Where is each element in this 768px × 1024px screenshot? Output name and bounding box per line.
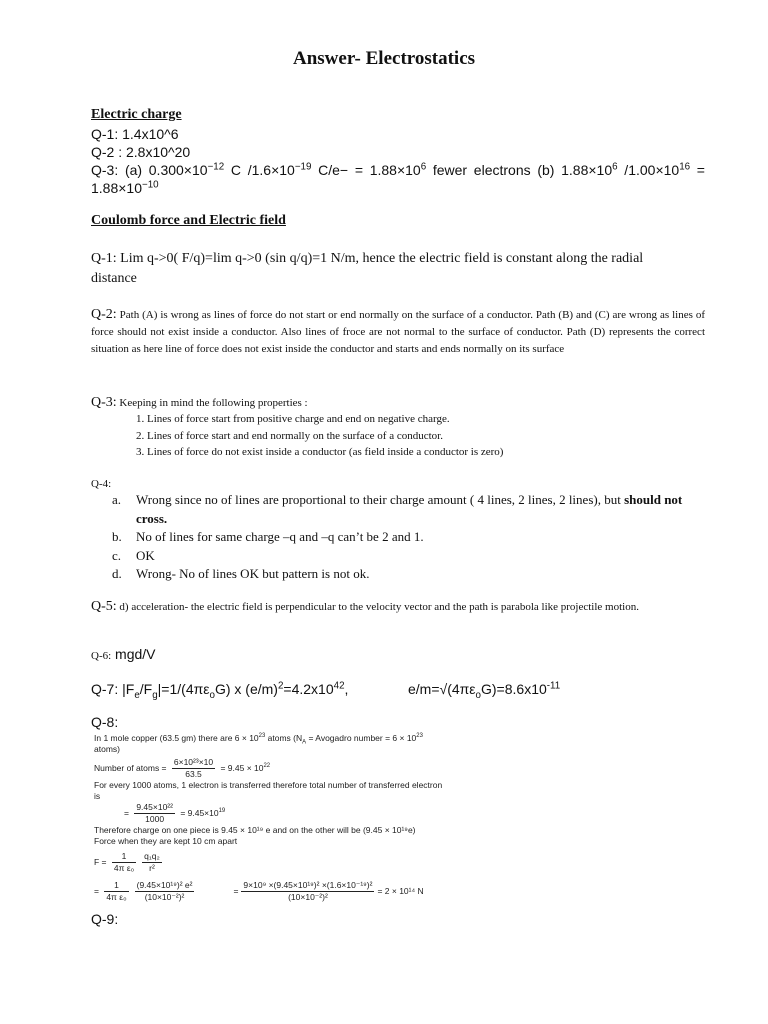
cf-q8-label: Q-8: — [91, 714, 119, 730]
q8-line: Force when they are kept 10 cm apart — [94, 836, 238, 846]
list-item: 2. Lines of force start and end normally on the surface of a conductor. — [136, 429, 443, 442]
cf-q4-list — [112, 491, 708, 584]
q8-line: Number of atoms = $\frac{\text{6×10²³×10}}{63.5}$ = $9.45 \times 10^{22}$ — [94, 757, 271, 779]
cf-q2: Q-2: Path (A) is wrong as lines of force do not start or end normally on the surface of a conductor. Path (B) and (C) are wrong as lines of force should not exist inside a conductor. Also lines of froce are not normal to the surface of conductor. Path (D) represents the correct situation as here line of force does not exist inside the conductor and starts and ends normally on its surface — [91, 307, 705, 355]
list-item: 1. Lines of force start from positive charge and end on negative charge. — [136, 413, 450, 425]
cf-q5: Q-5: d) acceleration- the electric field is perpendicular to the velocity vector and the path is parabola like projectile motion. — [91, 599, 639, 614]
cf-q4-label: Q-4: — [91, 478, 112, 490]
cf-q3: Q-3: Keeping in mind the following properties : — [91, 395, 308, 410]
q8-line: F = $\frac{1}{\text{4π ε₀}}$ $\frac{\text{q₁q₂}}{\text{r²}}$ — [94, 851, 160, 873]
section-heading-coulomb: Coulomb force and Electric field — [91, 213, 286, 228]
cf-q9-label: Q-9: — [91, 911, 119, 927]
list-item: d. Wrong- No of lines OK but pattern is not ok. — [112, 566, 370, 581]
ec-q3: Q-3: (a) $0.300\times 10^{-12}$ C $/1.6\times 10^{-19}$ $C/e- = 1.88\times 10^6$ fewer electrons (b) $1.88\times 10^6$ $/1.00\times 10^{16} = 1.88\times 10^{-10}$ — [91, 161, 705, 196]
ec-q2: Q-2 : 2.8x10^20 — [91, 144, 191, 160]
ec-q1: Q-1: 1.4x10^6 — [91, 126, 179, 142]
q8-line: In 1 mole copper (63.5 gm) there are $6 \times 10^{23}$ atoms ($N_A$ = Avogadro number = $6 \times 10^{23}$ — [94, 733, 423, 746]
cf-q1: Q-1: Lim q->0( F/q)=lim q->0 (sin q/q)=1 N/m, hence the electric field is constant along the radial distance — [91, 251, 644, 286]
page-title: Answer- Electrostatics — [292, 48, 476, 69]
q8-line: = $\frac{1}{\text{4π ε₀}}$ $\frac{\text{(9.45×10¹⁹)² e²}}{\text{(10×10⁻²)²}}$ = $\frac{\text{9×10⁹ ×(9.45×10¹⁹)² ×(1.6×10⁻¹⁹)²}}{\text{(10×10⁻²)²}}$ = 2 × 10¹⁴ N — [94, 880, 424, 902]
q8-line: is — [94, 791, 101, 801]
q8-line: = $\frac{\text{9.45×10²²}}{1000}$ = $9.45\times 10^{19}$ — [124, 802, 226, 824]
cf-q7: Q-7: $|F_e/F_g|=1/(4\pi\varepsilon_oG)$ x $(e/m)^2=4.2x10^{42}$, $e/m=√(4\pi\varepsilon_oG)=8.6x10^{-11}$ — [91, 680, 561, 701]
q8-line: Therefore charge on one piece is 9.45 × 10¹⁹ e and on the other will be (9.45 × 10¹⁹e) — [94, 825, 416, 835]
q8-line: atoms) — [94, 744, 120, 754]
section-heading-electric-charge: Electric charge — [91, 107, 182, 122]
list-item: 3. Lines of force do not exist inside a conductor (as field inside a conductor is zero) — [136, 446, 504, 458]
q8-line: For every 1000 atoms, 1 electron is transferred therefore total number of transferred electron — [94, 780, 443, 790]
q8-solution — [94, 733, 564, 903]
cf-q3-list — [136, 411, 696, 461]
list-item: a. Wrong since no of lines are proportional to their charge amount ( 4 lines, 2 lines, 2 lines), but should not cross. — [112, 492, 683, 526]
cf-q6: Q-6: mgd/V — [91, 646, 156, 662]
list-item: b. No of lines for same charge –q and –q can’t be 2 and 1. — [112, 529, 424, 544]
list-item: c. OK — [112, 547, 155, 563]
